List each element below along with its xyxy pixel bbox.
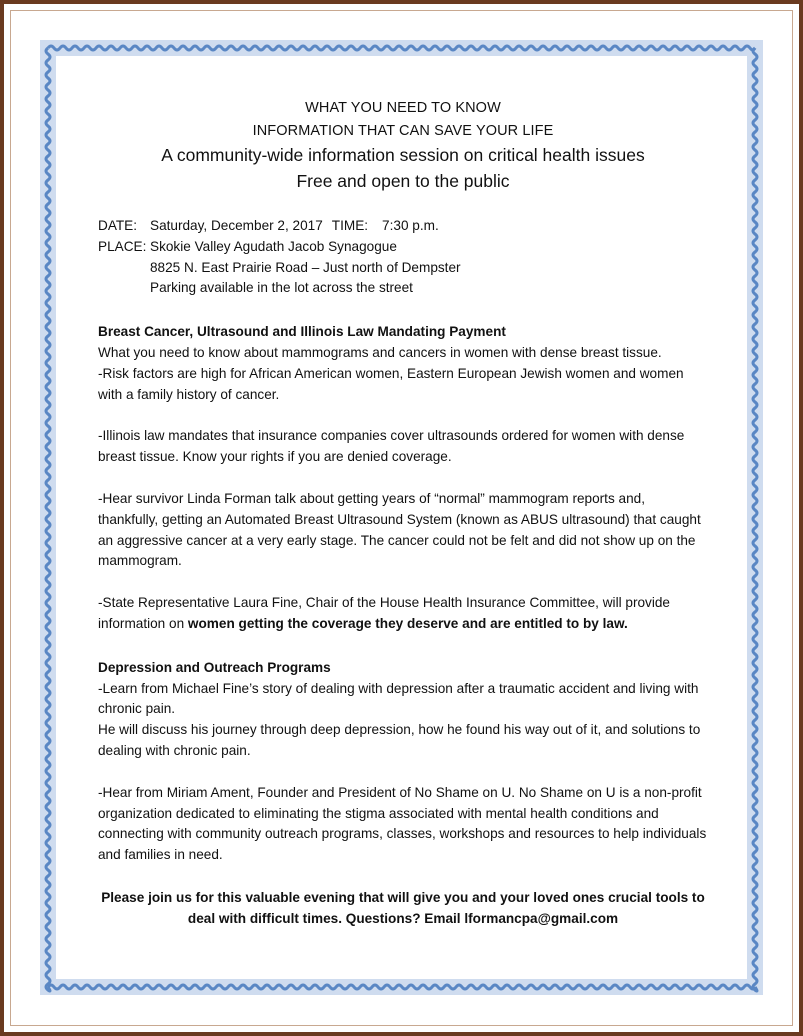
flyer-content <box>98 97 708 930</box>
section1-law: -Illinois law mandates that insurance companies cover ultrasounds ordered for women with dense breast tissue. Know your rights if you are denied coverage. <box>98 428 685 465</box>
section1-title: Breast Cancer, Ultrasound and Illinois Law Mandating Payment <box>98 324 506 340</box>
header-line-2: INFORMATION THAT CAN SAVE YOUR LIFE <box>252 123 554 139</box>
time-value: 7:30 p.m. <box>382 218 439 233</box>
event-details <box>98 216 708 299</box>
header-line-1: WHAT YOU NEED TO KNOW <box>305 100 501 116</box>
section2-learn: -Learn from Michael Fine’s story of dealing with depression after a traumatic accident and living with chronic pain. <box>98 680 699 717</box>
section2-miriam: -Hear from Miriam Ament, Founder and President of No Shame on U. No Shame on U is a non-profit organization dedicated to eliminating the stigma associated with mental health conditions and connecting with community outreach programs, classes, workshops and resources to help individuals and families in need. <box>98 784 707 863</box>
time-label: TIME: <box>331 218 369 233</box>
place-row <box>98 237 708 258</box>
address-row <box>98 258 708 279</box>
header-line-3: A community-wide information session on critical health issues <box>161 145 645 165</box>
date-label: DATE: <box>98 218 138 233</box>
parking-row <box>98 278 708 299</box>
date-row <box>98 216 708 237</box>
section2-title: Depression and Outreach Programs <box>98 659 331 675</box>
section1-intro: What you need to know about mammograms and cancers in women with dense breast tissue. <box>98 344 662 360</box>
section1-survivor: -Hear survivor Linda Forman talk about getting years of “normal” mammogram reports and, thankfully, getting an Automated Breast Ultrasound System (known as ABUS ultrasound) that caught an aggressive cancer at a very early stage. The cancer could not be felt and did not show up on the mammogram. <box>98 490 701 569</box>
place-label: PLACE: <box>98 238 147 254</box>
closing-statement: Please join us for this valuable evening that will give you and your loved ones crucial tools to deal with difficult times. Questions? Email lformancpa@gmail.com <box>101 889 705 926</box>
rep-text: -State Representative Laura Fine, Chair of the House Health Insurance Committee, will provide information on <box>98 595 670 631</box>
header-line-4: Free and open to the public <box>296 170 510 191</box>
place-name: Skokie Valley Agudath Jacob Synagogue <box>150 238 397 254</box>
section1-risk: -Risk factors are high for African American women, Eastern European Jewish women and women with a family history of cancer. <box>98 365 684 402</box>
section1-representative <box>98 593 708 635</box>
place-address: 8825 N. East Prairie Road – Just north of Dempster <box>150 259 461 275</box>
flyer-header <box>98 97 708 194</box>
parking-note: Parking available in the lot across the street <box>150 280 413 296</box>
section2-journey: He will discuss his journey through deep depression, how he found his way out of it, and solutions to dealing with chronic pain. <box>98 722 701 758</box>
rep-bold-text: women getting the coverage they deserve and are entitled to by law. <box>187 615 628 631</box>
date-value: Saturday, December 2, 2017 <box>150 218 323 233</box>
